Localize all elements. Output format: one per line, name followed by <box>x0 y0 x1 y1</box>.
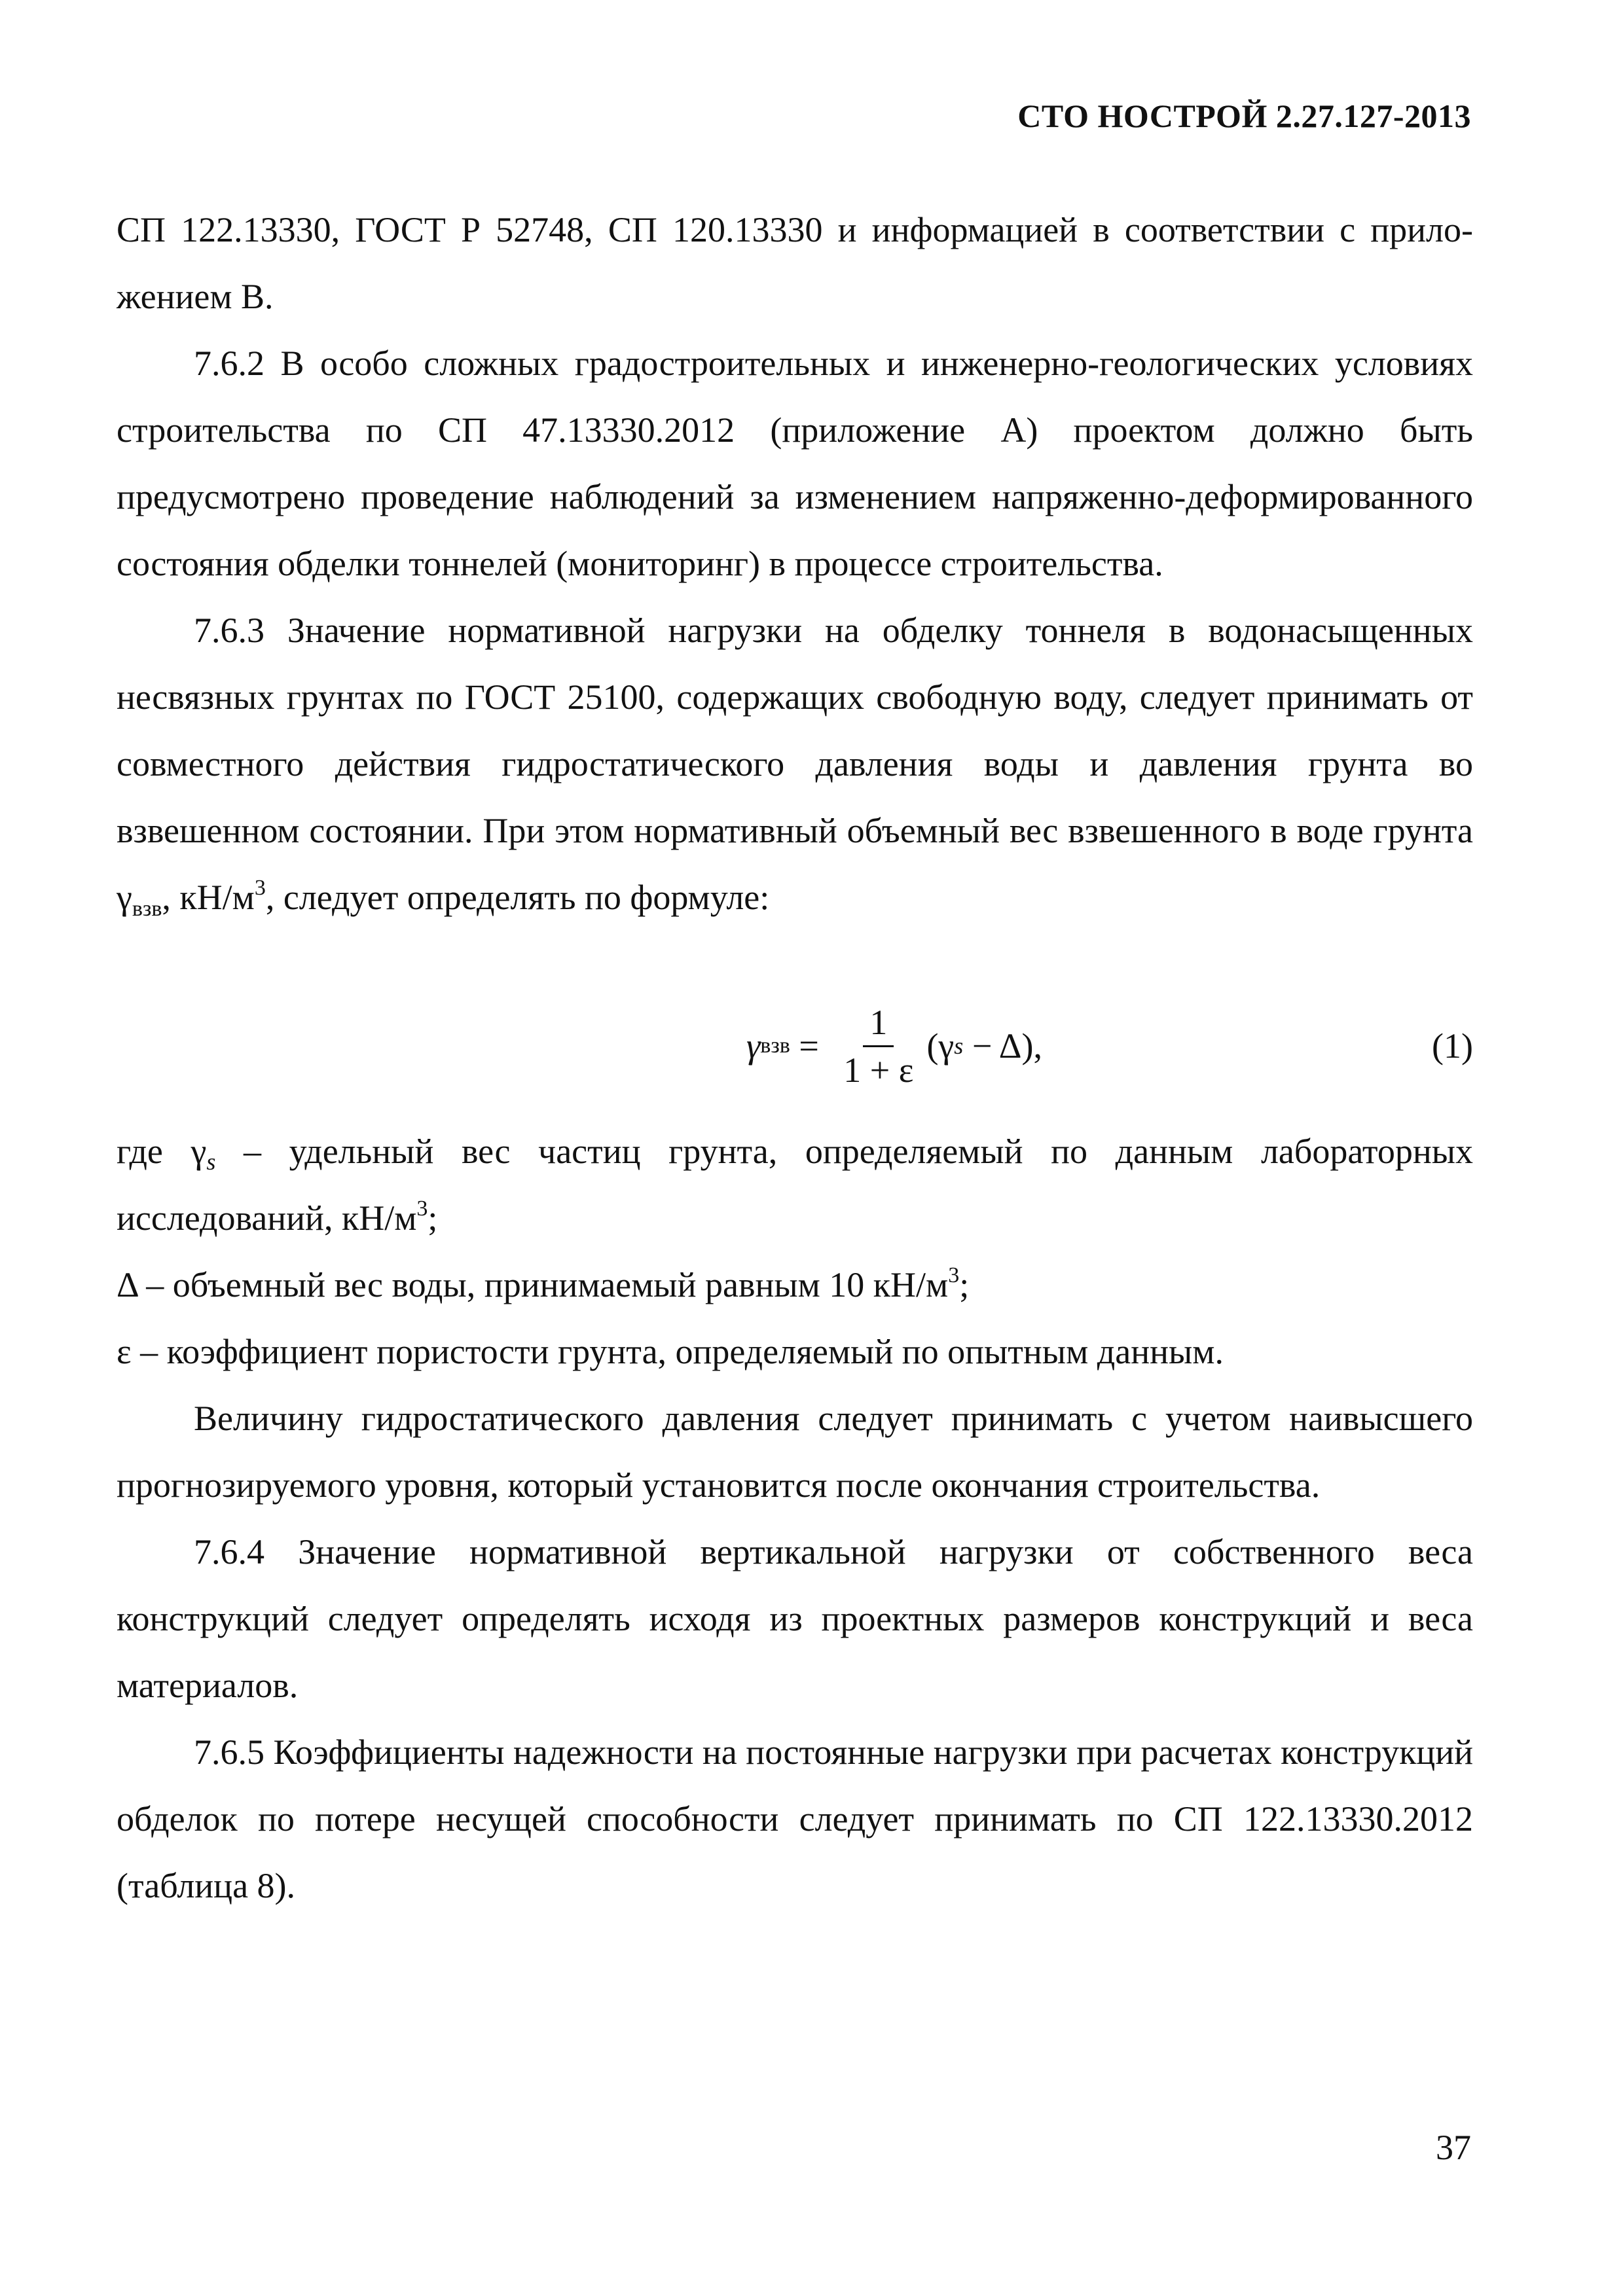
paragraph-hydrostatic: Величину гидростатического давления следует принимать с учетом наивысшего прогнозируемого уровня, который установится после окончания строительства. <box>117 1399 1473 1505</box>
intro-line-2: жением В. <box>117 277 274 316</box>
text-block-bottom <box>117 1118 1473 1919</box>
where-delta-text: Δ – объемный вес воды, принимаемый равным 10 кН/м <box>117 1265 949 1304</box>
formula-paren-open: (γ <box>926 1026 955 1066</box>
gamma-subscript: взв <box>132 897 162 921</box>
where-delta-end: ; <box>959 1265 970 1304</box>
formula-gamma-subscript: взв <box>760 1033 790 1058</box>
formula-denominator: 1 + ε <box>843 1050 914 1090</box>
formula-number: (1) <box>1432 1026 1473 1066</box>
paragraph-7-6-5: 7.6.5 Коэффициенты надежности на постоянные нагрузки при расчетах конструкций обделок по потере несущей способности следует принимать по СП 122.13330.2012 (таблица 8). <box>117 1732 1473 1905</box>
formula-1 <box>117 994 1473 1098</box>
paragraph-7-6-4: 7.6.4 Значение нормативной вертикальной нагрузки от собственного веса конструкций следует определять исходя из проектных размеров конструкций и веса материалов. <box>117 1532 1473 1705</box>
where-delta <box>117 1251 1473 1318</box>
paragraph-7-6-2: 7.6.2 В особо сложных градостроительных и инженерно-геологических условиях строительства по СП 47.13330.2012 (приложение А) проектом должно быть предусмотрено проведение наблюдений за изменением напряженно-деформированного состояния обделки тоннелей (мониторинг) в процессе строительства. <box>117 344 1473 583</box>
formula-gamma: γ <box>746 1026 761 1066</box>
where-epsilon: ε – коэффициент пористости грунта, определяемый по опытным данным. <box>117 1332 1224 1371</box>
paragraph-7-6-3 <box>117 597 1473 942</box>
where-gamma-text: – удельный вес частиц грунта, определяемый по данным лабораторных исследований, кН/м <box>117 1132 1473 1238</box>
where-gamma-superscript: 3 <box>416 1196 428 1221</box>
intro-line-1: СП 122.13330, ГОСТ Р 52748, СП 120.13330 и информацией в соответствии с прило- <box>117 210 1473 249</box>
where-gamma-end: ; <box>428 1198 438 1238</box>
formula-numerator: 1 <box>863 999 894 1047</box>
document-header: СТО НОСТРОЙ 2.27.127-2013 <box>1017 98 1471 134</box>
where-delta-superscript: 3 <box>948 1263 960 1287</box>
where-gamma-subscript: s <box>206 1149 216 1175</box>
gamma-symbol: γ <box>117 878 132 917</box>
where-gamma-prefix: где γ <box>117 1132 207 1171</box>
formula-fraction <box>837 999 920 1093</box>
formula-equals: = <box>790 1026 828 1066</box>
formula-body: γ взв = $\frac{1}{1 + \varepsilon}$ (γ s − Δ), <box>746 994 1042 1098</box>
paragraph-7-6-3-text: 7.6.3 Значение нормативной нагрузки на обделку тоннеля в водонасыщенных несвязных грунтах по ГОСТ 25100, содержащих свободную воду, следует принимать от совместного действия гидростатического давления воды и давления грунта во взвешенном состоянии. При этом нормативный объемный вес взвешенного в воде грунта <box>117 611 1473 850</box>
page-number: 37 <box>1436 2128 1471 2167</box>
unit-superscript: 3 <box>254 876 266 900</box>
where-gamma-s <box>117 1118 1473 1251</box>
formula-paren-rest: − Δ), <box>963 1026 1042 1066</box>
paragraph-7-6-3-tail: , следует определять по формуле: <box>265 878 770 917</box>
text-block-top <box>117 196 1473 942</box>
unit-text: , кН/м <box>162 878 255 917</box>
